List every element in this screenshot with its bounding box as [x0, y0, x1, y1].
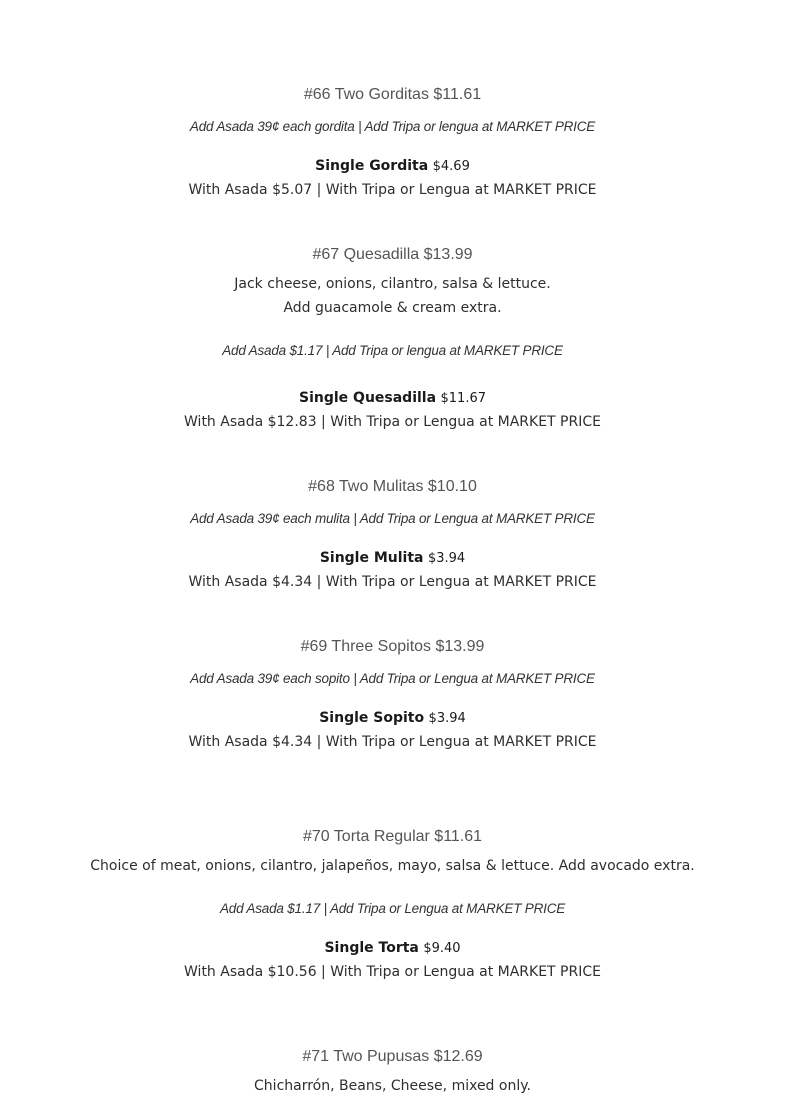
- item-67-title: #67 Quesadilla $13.99: [312, 246, 473, 263]
- item-70-single: [0, 941, 785, 955]
- item-68-single-options: With Asada $4.34 | With Tripa or Lengua at MARKET PRICE: [188, 574, 597, 590]
- item-68-single: [0, 551, 785, 565]
- item-70-single-options: With Asada $10.56 | With Tripa or Lengua at MARKET PRICE: [184, 964, 601, 980]
- item-66-single-options: With Asada $5.07 | With Tripa or Lengua at MARKET PRICE: [188, 182, 597, 198]
- item-67-single-name: Single Quesadilla: [299, 390, 437, 406]
- item-70-description: Choice of meat, onions, cilantro, jalapeños, mayo, salsa & lettuce. Add avocado extra.: [90, 858, 695, 874]
- item-68-single-name: Single Mulita: [319, 550, 424, 566]
- item-67-description-1: Jack cheese, onions, cilantro, salsa & lettuce.: [234, 276, 551, 292]
- item-70-title: #70 Torta Regular $11.61: [302, 828, 483, 845]
- item-66-single-price: $4.69: [432, 159, 470, 174]
- item-70-addon: Add Asada $1.17 | Add Tripa or Lengua at MARKET PRICE: [219, 901, 566, 916]
- item-69-single-name: Single Sopito: [319, 710, 425, 726]
- item-67-description-2: Add guacamole & cream extra.: [283, 300, 502, 316]
- item-68-title: #68 Two Mulitas $10.10: [308, 478, 477, 495]
- item-68-addon: Add Asada 39¢ each mulita | Add Tripa or Lengua at MARKET PRICE: [190, 511, 595, 526]
- item-67-single-price: $11.67: [440, 391, 486, 406]
- item-66-single: [0, 159, 785, 173]
- item-68-single-price: $3.94: [427, 551, 466, 566]
- item-66-single-name: Single Gordita: [315, 158, 429, 174]
- item-67-addon: Add Asada $1.17 | Add Tripa or lengua at MARKET PRICE: [222, 343, 563, 358]
- item-71-title: #71 Two Pupusas $12.69: [302, 1048, 483, 1065]
- item-70-single-name: Single Torta: [324, 940, 419, 956]
- item-67-single-options: With Asada $12.83 | With Tripa or Lengua at MARKET PRICE: [184, 414, 601, 430]
- item-69-single: [0, 711, 785, 725]
- item-69-single-price: $3.94: [428, 711, 466, 726]
- item-66-title: #66 Two Gorditas $11.61: [303, 86, 482, 103]
- item-66-addon: Add Asada 39¢ each gordita | Add Tripa or lengua at MARKET PRICE: [189, 119, 596, 134]
- item-69-title: #69 Three Sopitos $13.99: [300, 638, 485, 655]
- item-69-addon: Add Asada 39¢ each sopito | Add Tripa or Lengua at MARKET PRICE: [190, 671, 595, 686]
- item-69-single-options: With Asada $4.34 | With Tripa or Lengua at MARKET PRICE: [188, 734, 597, 750]
- item-71-description: Chicharrón, Beans, Cheese, mixed only.: [254, 1078, 531, 1094]
- item-67-single: [0, 391, 785, 405]
- item-70-single-price: $9.40: [423, 941, 461, 956]
